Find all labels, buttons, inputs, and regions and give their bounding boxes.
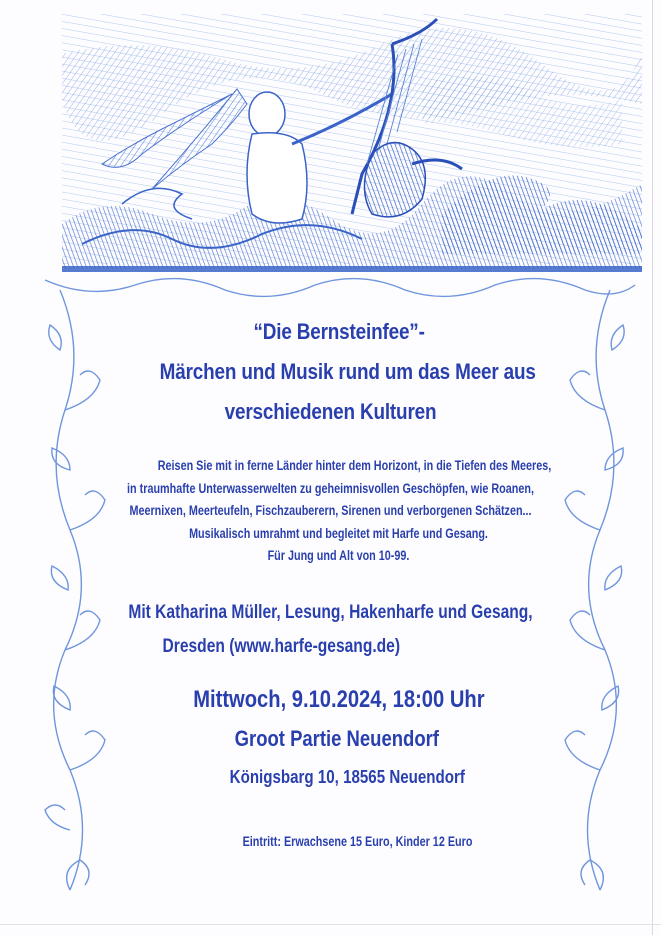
performer-info [59, 596, 601, 664]
entry-price: Eintritt: Erwachsene 15 Euro, Kinder 12 Euro [242, 834, 473, 849]
paper-edge-right [652, 0, 653, 935]
performer-line-1: Mit Katharina Müller, Lesung, Hakenharfe und Gesang, [128, 602, 533, 623]
mermaid-torso [247, 133, 307, 223]
leaf [51, 566, 68, 590]
description-line-5: Für Jung und Alt von 10-99. [267, 548, 410, 563]
event-address: Königsbarg 10, 18565 Neuendorf [229, 767, 465, 787]
description-line-4: Musikalisch umrahmt und begleitet mit Harfe und Gesang. [189, 525, 488, 541]
top-garland [45, 279, 635, 297]
description-line-3: Meernixen, Meerteufeln, Fischzauberern, Sirenen und verborgenen Schätzen... [129, 503, 532, 518]
title-line-3: verschiedenen Kulturen [224, 399, 437, 424]
mermaid-harp-illustration [62, 14, 642, 294]
merman-figure [365, 143, 426, 217]
left-curl [45, 805, 70, 830]
event-venue: Groot Partie Neuendorf [234, 726, 439, 751]
event-date: Mittwoch, 9.10.2024, 18:00 Uhr [193, 686, 485, 713]
title-line-1: “Die Bernsteinfee”- [253, 319, 425, 344]
leaf [605, 566, 622, 590]
event-details [53, 682, 608, 794]
mermaid-head [249, 92, 285, 136]
poster-title [46, 312, 614, 432]
title-line-2: Märchen und Musik rund um das Meer aus [159, 359, 536, 384]
description-line-2: in traumhafte Unterwasserwelten zu geheimnisvollen Geschöpfen, wie Roanen, [127, 480, 534, 496]
event-description [66, 455, 595, 568]
description-line-1: Reisen Sie mit in ferne Länder hinter dem Horizont, in die Tiefen des Meeres, [157, 458, 552, 473]
performer-line-2: Dresden (www.harfe-gesang.de) [162, 636, 401, 657]
paper-edge-bottom [0, 924, 661, 925]
